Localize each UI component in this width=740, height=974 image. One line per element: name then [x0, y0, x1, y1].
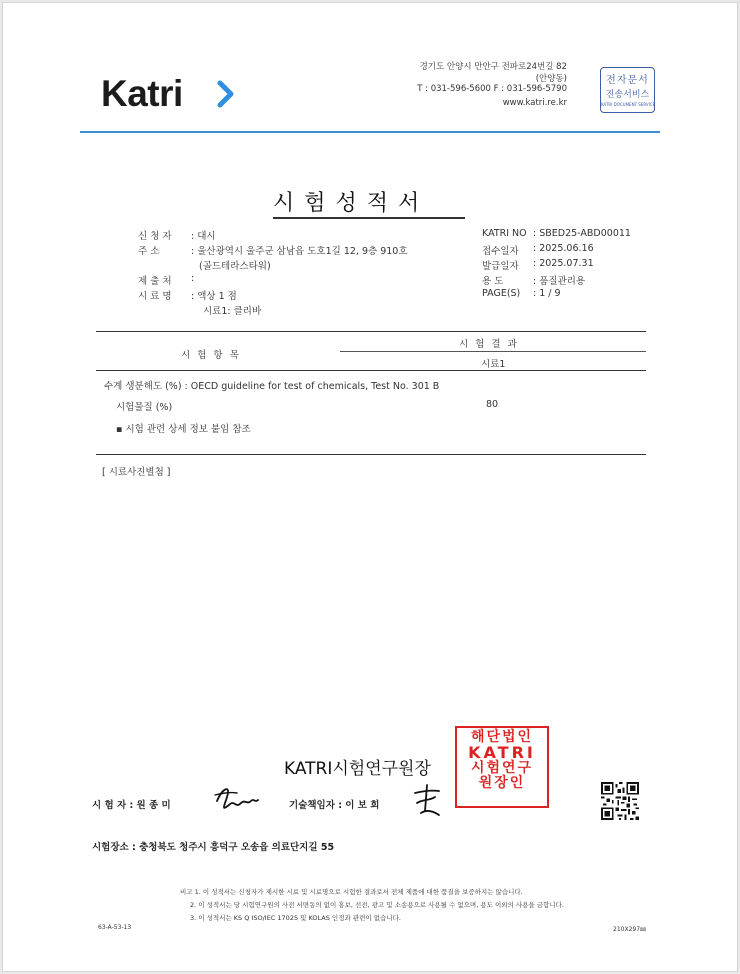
sample-value: : 액상 1 점 [191, 291, 237, 302]
seal-line2: KATRI [468, 742, 536, 762]
table-bottom-rule [96, 454, 646, 455]
note-line3: 3. 이 성적서는 KS Q ISO/IEC 17025 및 KOLAS 인정과 관련이 없습니다. [190, 914, 401, 922]
table-header-rule [96, 370, 646, 371]
sample-label: 시 료 명 [138, 291, 172, 302]
address-value2: (골드테라스타워) [199, 261, 271, 272]
test-sub-item: 시험물질 (%) [116, 402, 173, 413]
test-location: 시험장소 : 충청북도 청주시 흥덕구 오송읍 의료단지길 55 [92, 842, 335, 853]
address-label: 주 소 [138, 246, 160, 257]
page-label: PAGE(S) [482, 288, 521, 299]
badge-line1: 전자문서 [606, 75, 649, 86]
form-code: 63-A-53-13 [98, 924, 132, 931]
seal-line1: 해단법인 [470, 729, 534, 745]
document-title: 시험성적서 [273, 191, 430, 216]
seal-line4: 원장인 [478, 775, 526, 792]
result-header-rule [340, 351, 646, 352]
qr-code [601, 782, 639, 820]
official-seal [455, 726, 549, 808]
e-document-badge [600, 67, 655, 113]
address-line1: 경기도 안양시 만안구 전파로24번길 82 [419, 62, 567, 72]
phone-line: T : 031-596-5600 F : 031-596-5790 [417, 84, 567, 94]
received-label: 접수일자 [482, 246, 519, 257]
tester-signature [213, 781, 261, 817]
website: www.katri.re.kr [502, 98, 567, 108]
issued-value: : 2025.07.31 [533, 258, 594, 269]
submitter-label: 제 출 처 [138, 276, 172, 287]
submitter-value: : [191, 273, 195, 284]
tech-manager-label: 기술책임자 : 이 보 희 [289, 800, 380, 811]
header-divider [80, 131, 660, 133]
photo-attachment-link[interactable]: [ 시료사진별첨 ] [102, 467, 171, 478]
purpose-value: : 품질관리용 [533, 276, 586, 287]
badge-line3: KATRI DOCUMENT SERVICE [601, 102, 656, 107]
table-top-rule [96, 331, 646, 332]
institute-head: KATRI시험연구원장 [284, 759, 431, 779]
address-value: : 울산광역시 울주군 삼남읍 도호1길 12, 9층 910호 [191, 246, 408, 257]
applicant-label: 신 청 자 [138, 231, 172, 242]
paper-size: 210X297㎜ [613, 926, 647, 933]
katri-no-value: : SBED25-ABD00011 [533, 228, 631, 239]
address-line2: (안양동) [535, 74, 567, 84]
tech-manager-signature [407, 781, 447, 819]
document-page [2, 2, 738, 972]
test-result-header: 시 험 결 과 [459, 339, 519, 350]
badge-line2: 진송서비스 [605, 90, 650, 100]
title-underline [273, 217, 465, 219]
sample-column-header: 시료1 [481, 359, 506, 370]
logo-chevron-icon [215, 80, 237, 108]
test-sub-value: 80 [486, 399, 499, 410]
received-value: : 2025.06.16 [533, 243, 594, 254]
katri-no-label: KATRI NO [482, 228, 527, 239]
seal-line3: 시험연구 [470, 760, 534, 777]
note-line1: 비고 1. 이 성적서는 신청자가 제시한 시료 및 시료명으로 시험한 결과로서 전체 제품에 대한 품질을 보증하지는 않습니다. [180, 888, 523, 896]
katri-logo: Katri [101, 73, 183, 114]
sample-detail: 시료1: 클리바 [203, 306, 262, 317]
tester-label: 시 험 자 : 원 종 미 [92, 800, 171, 811]
issued-label: 발급일자 [482, 261, 519, 272]
test-name: 수계 생분해도 (%) : OECD guideline for test of chemicals, Test No. 301 B [104, 381, 440, 392]
purpose-label: 용 도 [482, 276, 504, 287]
page-value: : 1 / 9 [533, 288, 561, 299]
test-item-header: 시 험 항 목 [181, 350, 241, 361]
detail-note: ▪ 시험 관련 상세 정보 붙임 참조 [116, 424, 251, 435]
applicant-value: : 대시 [191, 231, 216, 242]
note-line2: 2. 이 성적서는 당 시험연구원의 사전 서면동의 없이 홍보, 선전, 광고 및 소송용으로 사용될 수 없으며, 용도 이외의 사용을 금합니다. [190, 901, 564, 909]
